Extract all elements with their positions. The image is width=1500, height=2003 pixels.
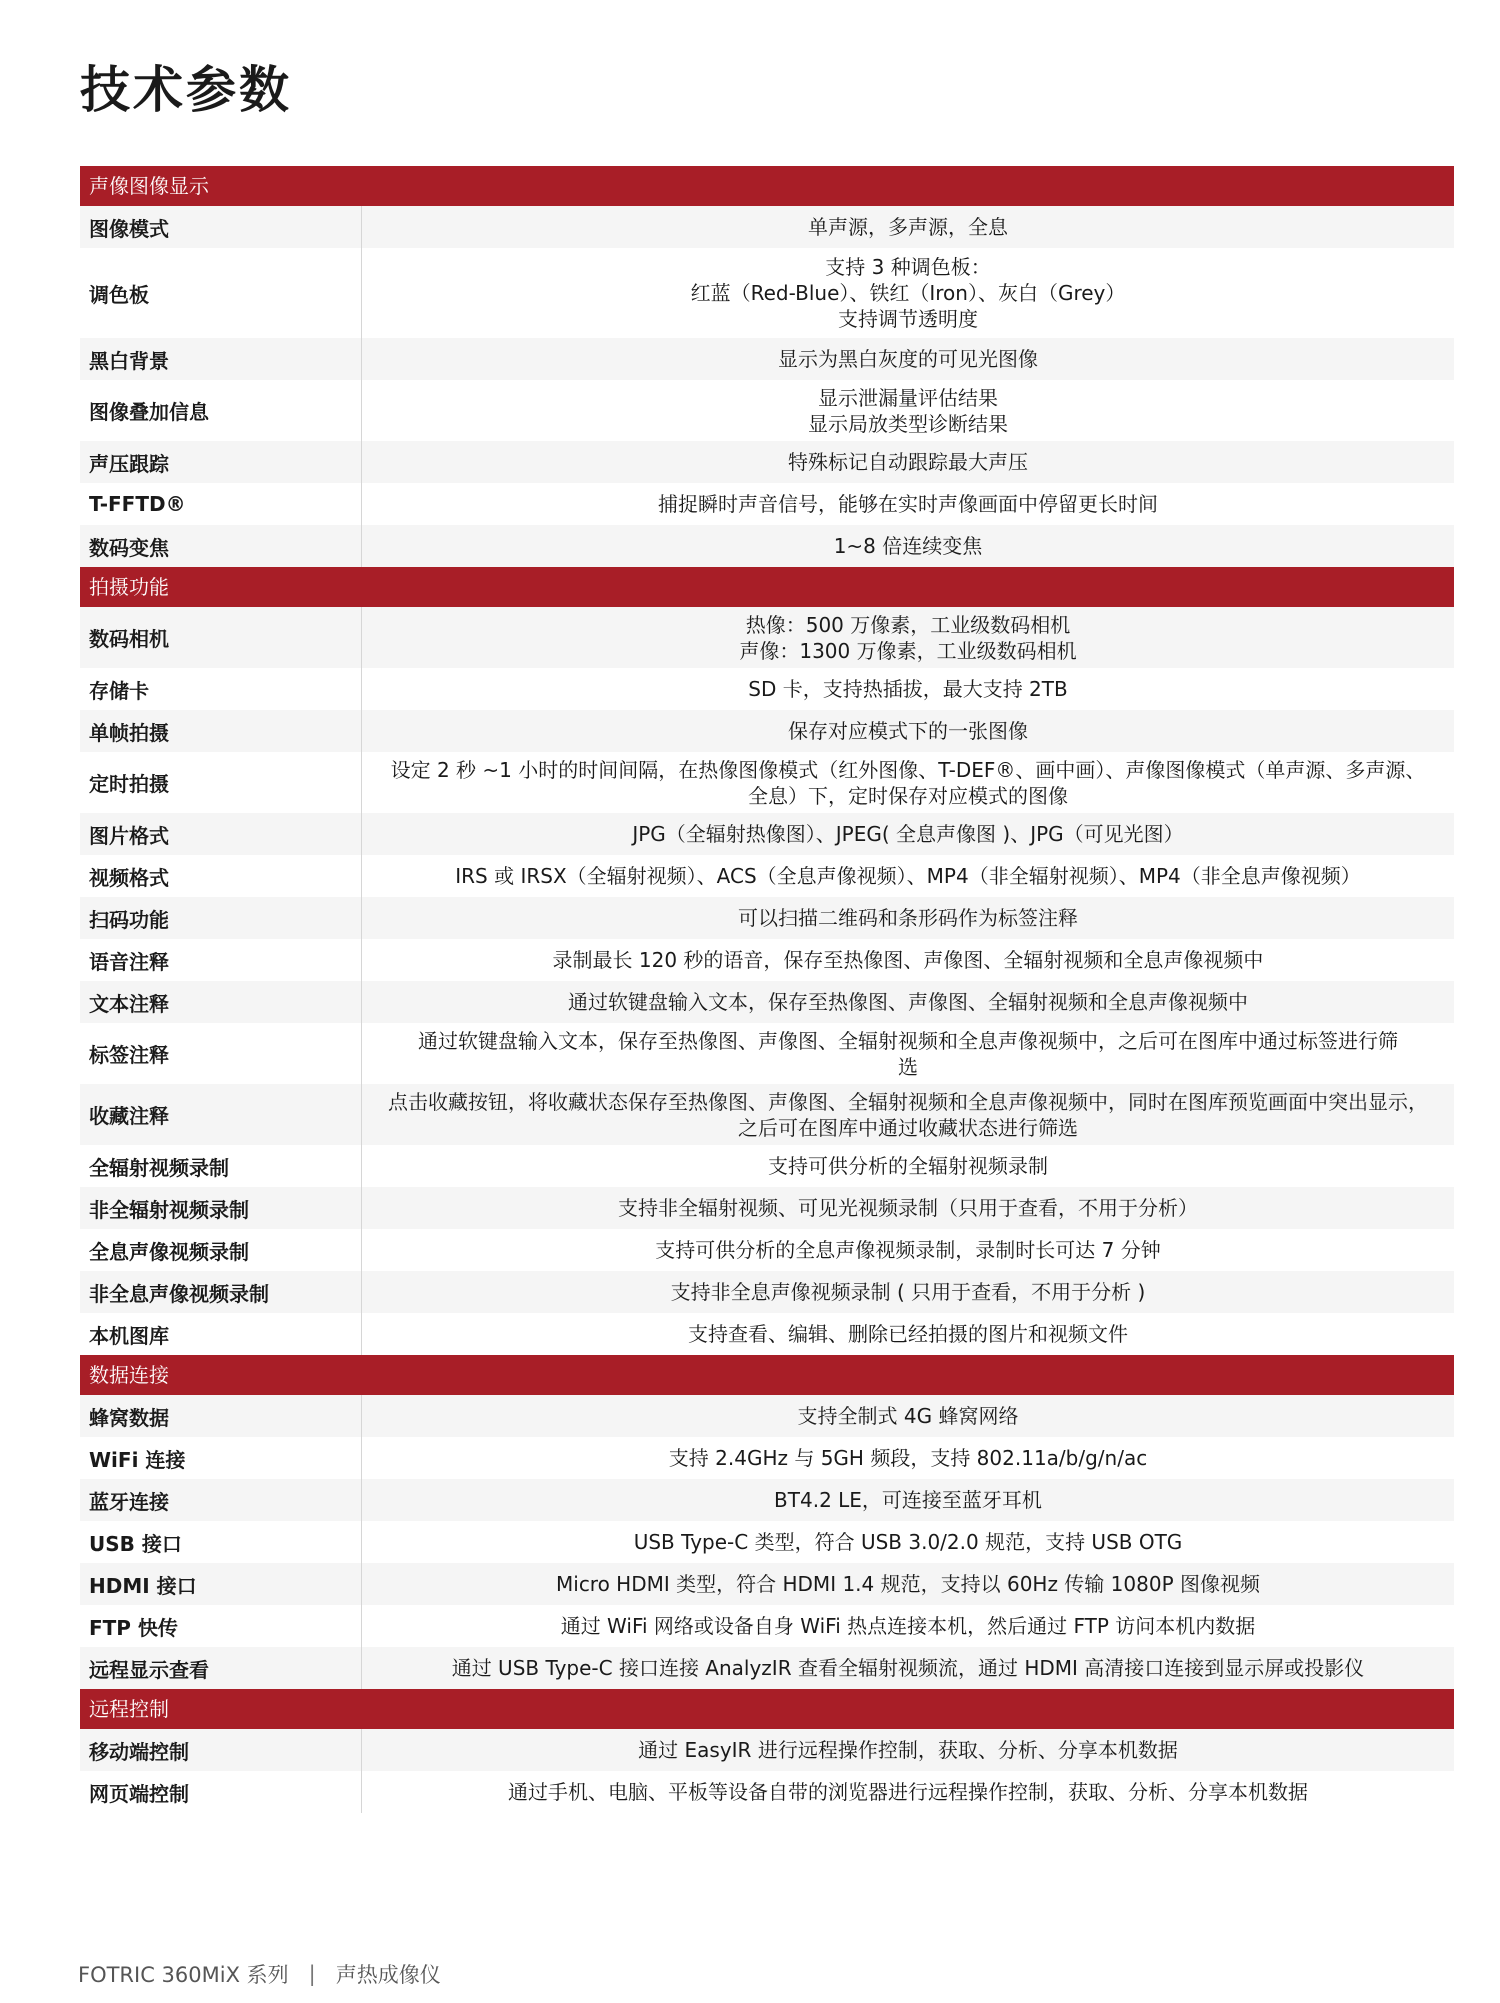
spec-value-line: 声像：1300 万像素，工业级数码相机: [739, 638, 1077, 663]
spec-label: 非全息声像视频录制: [80, 1271, 362, 1313]
spec-label: 标签注释: [80, 1023, 362, 1084]
spec-row: [80, 248, 1454, 338]
spec-row: [80, 1605, 1454, 1647]
spec-value-line: 支持 3 种调色板：: [825, 255, 991, 279]
spec-value-line: 支持可供分析的全辐射视频录制: [768, 1154, 1048, 1178]
section-header: 声像图像显示: [80, 166, 1454, 206]
spec-row: [80, 855, 1454, 897]
spec-label: FTP 快传: [80, 1605, 362, 1647]
spec-row: [80, 1187, 1454, 1229]
spec-row: [80, 897, 1454, 939]
spec-label: 网页端控制: [80, 1771, 362, 1813]
spec-value: [362, 1229, 1454, 1271]
spec-label: 收藏注释: [80, 1084, 362, 1145]
spec-value-line: 设定 2 秒 ~1 小时的时间间隔，在热像图像模式（红外图像、T-DEF®、画中画）、声像图像模式（单声源、多声源、: [390, 757, 1426, 782]
spec-value: [362, 1521, 1454, 1563]
spec-row: [80, 483, 1454, 525]
spec-value: [362, 1729, 1454, 1771]
spec-label: 移动端控制: [80, 1729, 362, 1771]
spec-row: [80, 338, 1454, 380]
spec-value: [362, 1187, 1454, 1229]
spec-label: WiFi 连接: [80, 1437, 362, 1479]
spec-value: [362, 813, 1454, 855]
spec-value: [362, 1771, 1454, 1813]
spec-row: [80, 668, 1454, 710]
spec-value-line: 热像：500 万像素，工业级数码相机: [745, 612, 1071, 637]
footer-product: 声热成像仪: [335, 1963, 441, 1987]
spec-value-line: 显示为黑白灰度的可见光图像: [778, 347, 1038, 371]
spec-label: 本机图库: [80, 1313, 362, 1355]
spec-value-line: Micro HDMI 类型，符合 HDMI 1.4 规范，支持以 60Hz 传输 1080P 图像视频: [556, 1572, 1260, 1596]
spec-value: [362, 1479, 1454, 1521]
spec-value: [362, 939, 1454, 981]
spec-value-line: 可以扫描二维码和条形码作为标签注释: [738, 906, 1078, 930]
spec-row: [80, 1313, 1454, 1355]
footer-separator: |: [308, 1962, 316, 1986]
section-header: 数据连接: [80, 1355, 1454, 1395]
spec-value-line: 之后可在图库中通过收藏状态进行筛选: [738, 1115, 1078, 1140]
spec-row: [80, 380, 1454, 441]
spec-label: 全息声像视频录制: [80, 1229, 362, 1271]
spec-value: [362, 1084, 1454, 1145]
spec-value: [362, 710, 1454, 752]
spec-row: [80, 1084, 1454, 1145]
spec-row: [80, 1563, 1454, 1605]
spec-row: [80, 1521, 1454, 1563]
spec-value: [362, 441, 1454, 483]
spec-row: [80, 1023, 1454, 1084]
spec-value-line: 通过 EasyIR 进行远程操作控制，获取、分析、分享本机数据: [638, 1738, 1178, 1762]
spec-value: [362, 855, 1454, 897]
spec-label: 单帧拍摄: [80, 710, 362, 752]
spec-value-line: 通过手机、电脑、平板等设备自带的浏览器进行远程操作控制，获取、分析、分享本机数据: [508, 1780, 1308, 1804]
spec-row: [80, 981, 1454, 1023]
spec-label: 数码相机: [80, 607, 362, 668]
spec-value-line: 显示局放类型诊断结果: [808, 411, 1008, 436]
spec-value-line: 支持非全辐射视频、可见光视频录制（只用于查看，不用于分析）: [618, 1196, 1198, 1220]
spec-value: [362, 206, 1454, 248]
spec-value: [362, 1271, 1454, 1313]
spec-value: [362, 607, 1454, 668]
spec-value-line: 通过软键盘输入文本，保存至热像图、声像图、全辐射视频和全息声像视频中: [568, 990, 1248, 1014]
spec-label: 远程显示查看: [80, 1647, 362, 1689]
spec-value-line: 1~8 倍连续变焦: [833, 534, 983, 558]
spec-value: [362, 483, 1454, 525]
spec-value-line: 单声源，多声源，全息: [808, 215, 1008, 239]
spec-row: [80, 1647, 1454, 1689]
spec-value: [362, 1395, 1454, 1437]
spec-label: 文本注释: [80, 981, 362, 1023]
footer-brand: FOTRIC 360MiX 系列: [78, 1963, 289, 1987]
spec-value-line: 通过 USB Type-C 接口连接 AnalyzIR 查看全辐射视频流，通过 HDMI 高清接口连接到显示屏或投影仪: [451, 1656, 1365, 1680]
spec-value-line: 支持调节透明度: [838, 307, 978, 331]
spec-label: 数码变焦: [80, 525, 362, 567]
spec-value-line: JPG（全辐射热像图）、JPEG( 全息声像图 )、JPG（可见光图）: [632, 822, 1184, 846]
spec-row: [80, 441, 1454, 483]
spec-value-line: IRS 或 IRSX（全辐射视频）、ACS（全息声像视频）、MP4（非全辐射视频）、MP4（非全息声像视频）: [455, 864, 1361, 888]
spec-value: [362, 1605, 1454, 1647]
spec-label: 全辐射视频录制: [80, 1145, 362, 1187]
spec-value-line: 选: [898, 1054, 918, 1079]
section-header: 远程控制: [80, 1689, 1454, 1729]
spec-label: 非全辐射视频录制: [80, 1187, 362, 1229]
spec-label: 调色板: [80, 248, 362, 338]
spec-row: [80, 1229, 1454, 1271]
spec-value-line: SD 卡，支持热插拔，最大支持 2TB: [748, 677, 1068, 701]
spec-value-line: 特殊标记自动跟踪最大声压: [788, 450, 1028, 474]
spec-row: [80, 1271, 1454, 1313]
spec-value-line: 通过 WiFi 网络或设备自身 WiFi 热点连接本机，然后通过 FTP 访问本机内数据: [560, 1614, 1256, 1638]
spec-label: 扫码功能: [80, 897, 362, 939]
spec-value-line: 支持查看、编辑、删除已经拍摄的图片和视频文件: [688, 1322, 1128, 1346]
spec-value-line: 支持可供分析的全息声像视频录制，录制时长可达 7 分钟: [655, 1238, 1161, 1262]
spec-value-line: 捕捉瞬时声音信号，能够在实时声像画面中停留更长时间: [658, 492, 1158, 516]
spec-label: 黑白背景: [80, 338, 362, 380]
spec-value-line: 录制最长 120 秒的语音，保存至热像图、声像图、全辐射视频和全息声像视频中: [552, 948, 1264, 972]
spec-row: [80, 206, 1454, 248]
spec-value: [362, 1563, 1454, 1605]
spec-value: [362, 1313, 1454, 1355]
spec-label: 蓝牙连接: [80, 1479, 362, 1521]
spec-value-line: 红蓝（Red-Blue）、铁红（Iron）、灰白（Grey）: [690, 281, 1126, 305]
footer: [78, 1959, 441, 1989]
spec-row: [80, 1437, 1454, 1479]
spec-value: [362, 525, 1454, 567]
spec-value-line: USB Type-C 类型，符合 USB 3.0/2.0 规范，支持 USB OTG: [633, 1530, 1183, 1554]
spec-row: [80, 939, 1454, 981]
spec-label: 声压跟踪: [80, 441, 362, 483]
spec-label: 蜂窝数据: [80, 1395, 362, 1437]
spec-row: [80, 1729, 1454, 1771]
spec-value-line: 支持全制式 4G 蜂窝网络: [797, 1404, 1019, 1428]
spec-value: [362, 1145, 1454, 1187]
spec-label: 视频格式: [80, 855, 362, 897]
spec-value-line: 支持 2.4GHz 与 5GH 频段，支持 802.11a/b/g/n/ac: [668, 1446, 1148, 1470]
spec-row: [80, 710, 1454, 752]
spec-label: HDMI 接口: [80, 1563, 362, 1605]
section-header: 拍摄功能: [80, 567, 1454, 607]
spec-label: 图片格式: [80, 813, 362, 855]
spec-row: [80, 525, 1454, 567]
spec-row: [80, 752, 1454, 813]
spec-value-line: 保存对应模式下的一张图像: [788, 719, 1028, 743]
spec-label: 定时拍摄: [80, 752, 362, 813]
spec-value-line: 全息）下，定时保存对应模式的图像: [748, 783, 1068, 808]
spec-value-line: 显示泄漏量评估结果: [818, 385, 998, 410]
spec-label: 语音注释: [80, 939, 362, 981]
spec-value: [362, 380, 1454, 441]
spec-value: [362, 668, 1454, 710]
spec-value: [362, 1437, 1454, 1479]
spec-table: [80, 166, 1454, 1813]
spec-label: 存储卡: [80, 668, 362, 710]
spec-label: USB 接口: [80, 1521, 362, 1563]
page-title: 技术参数: [80, 61, 292, 119]
spec-value-line: 支持非全息声像视频录制 ( 只用于查看，不用于分析 ): [670, 1280, 1146, 1304]
spec-label: 图像模式: [80, 206, 362, 248]
spec-value: [362, 897, 1454, 939]
spec-value: [362, 1647, 1454, 1689]
spec-row: [80, 1771, 1454, 1813]
spec-row: [80, 813, 1454, 855]
spec-row: [80, 1479, 1454, 1521]
spec-value-line: 点击收藏按钮，将收藏状态保存至热像图、声像图、全辐射视频和全息声像视频中，同时在图库预览画面中突出显示，: [388, 1089, 1428, 1114]
spec-value-line: 通过软键盘输入文本，保存至热像图、声像图、全辐射视频和全息声像视频中，之后可在图库中通过标签进行筛: [418, 1028, 1398, 1053]
spec-row: [80, 607, 1454, 668]
spec-value: [362, 248, 1454, 338]
spec-label: T-FFTD®: [80, 483, 362, 525]
spec-label: 图像叠加信息: [80, 380, 362, 441]
spec-value: [362, 981, 1454, 1023]
spec-value: [362, 1023, 1454, 1084]
spec-row: [80, 1395, 1454, 1437]
spec-value: [362, 752, 1454, 813]
spec-row: [80, 1145, 1454, 1187]
spec-value: [362, 338, 1454, 380]
spec-value-line: BT4.2 LE，可连接至蓝牙耳机: [774, 1488, 1042, 1512]
